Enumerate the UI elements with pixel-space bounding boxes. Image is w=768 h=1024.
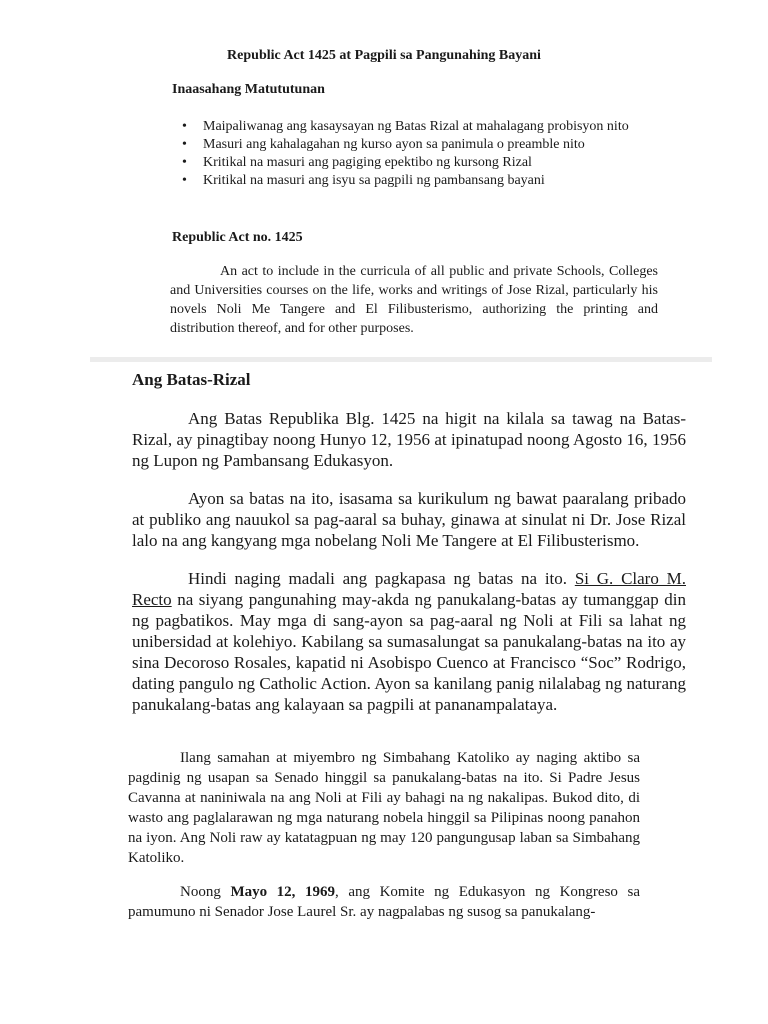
list-item: • Kritikal na masuri ang pagiging epektibo ng kursong Rizal	[182, 155, 532, 170]
batas-rizal-heading: Ang Batas-Rizal	[132, 370, 251, 389]
objectives-list	[182, 118, 650, 190]
paragraph-3-text-a: Hindi naging madali ang pagkapasa ng batas na ito.	[188, 569, 568, 588]
paragraph-3-text-b: na siyang pangunahing may-akda ng panukalang-batas ay tumanggap din ng pagbatikos. May mga di sang-ayon sa pag-aaral ng Noli at Fili sa lahat ng unibersidad at kolehiyo. Kabilang sa sumasalungat sa panukalang-batas na ito ay sina Decoroso Rosales, kapatid ni Asobispo Cuenco at Francisco “Soc” Rodrigo, dating pangulo ng Catholic Action. Ayon sa kanilang panig nilalabag ng naturang panukalang-batas ang kalayaan sa pagpili at pananampalataya.	[132, 590, 687, 714]
simbahan-paragraph: Ilang samahan at miyembro ng Simbahang Katoliko ay naging aktibo sa pagdinig ng usapan sa Senado hinggil sa panukalang-batas na ito. Si Padre Jesus Cavanna at naniniwala na ang Noli at Fili ay bahagi na ng nakalipas. Bukod dito, di wasto ang paglalarawan ng mga naturang nobela hinggil sa Pilipinas noong panahon na iyon. Ang Noli raw ay katatagpuan ng may 120 pangungusap laban sa Simbahang Katoliko.	[128, 750, 640, 866]
mayo-text-b: , ang Komite ng Edukasyon ng Kongreso sa pamumuno ni Senador Jose Laurel Sr. ay nagpalabas ng susog sa panukalang-	[128, 884, 640, 920]
list-item: • Maipaliwanag ang kasaysayan ng Batas Rizal at mahalagang probisyon nito	[182, 119, 629, 134]
section-divider	[90, 357, 712, 362]
bullet-icon: •	[182, 155, 187, 170]
document-title: Republic Act 1425 at Pagpili sa Pangunahing Bayani	[227, 48, 541, 63]
batas-rizal-paragraph-3	[132, 568, 686, 715]
ra-heading: Republic Act no. 1425	[172, 230, 303, 245]
batas-rizal-paragraph-1: Ang Batas Republika Blg. 1425 na higit na kilala sa tawag na Batas-Rizal, ay pinagtibay noong Hunyo 12, 1956 at ipinatupad noong Agosto 16, 1956 ng Lupon ng Pambansang Edukasyon.	[132, 409, 686, 470]
batas-rizal-paragraph-2: Ayon sa batas na ito, isasama sa kurikulum ng bawat paaralang pribado at publiko ang nauukol sa pag-aaral sa buhay, ginawa at sinulat ni Dr. Jose Rizal lalo na ang kangyang mga nobelang Noli Me Tangere at El Filibusterismo.	[132, 489, 686, 550]
list-item: • Masuri ang kahalagahan ng kurso ayon sa panimula o preamble nito	[182, 137, 585, 152]
list-item: • Kritikal na masuri ang isyu sa pagpili ng pambansang bayani	[182, 173, 545, 188]
bullet-icon: •	[182, 119, 187, 134]
mayo-date: Mayo 12, 1969	[230, 884, 336, 900]
objectives-heading: Inaasahang Matututunan	[172, 82, 325, 97]
mayo-paragraph	[128, 882, 640, 922]
bullet-icon: •	[182, 137, 187, 152]
mayo-text-a: Noong	[180, 884, 221, 900]
ra-description: An act to include in the curricula of all public and private Schools, Colleges and Universities courses on the life, works and writings of Jose Rizal, particularly his novels Noli Me Tangere and El Filibusterismo, authorizing the printing and distribution thereof, and for other purposes.	[170, 264, 658, 336]
recto-reference: Si G. Claro M. Recto	[132, 569, 686, 609]
bullet-icon: •	[182, 173, 187, 188]
